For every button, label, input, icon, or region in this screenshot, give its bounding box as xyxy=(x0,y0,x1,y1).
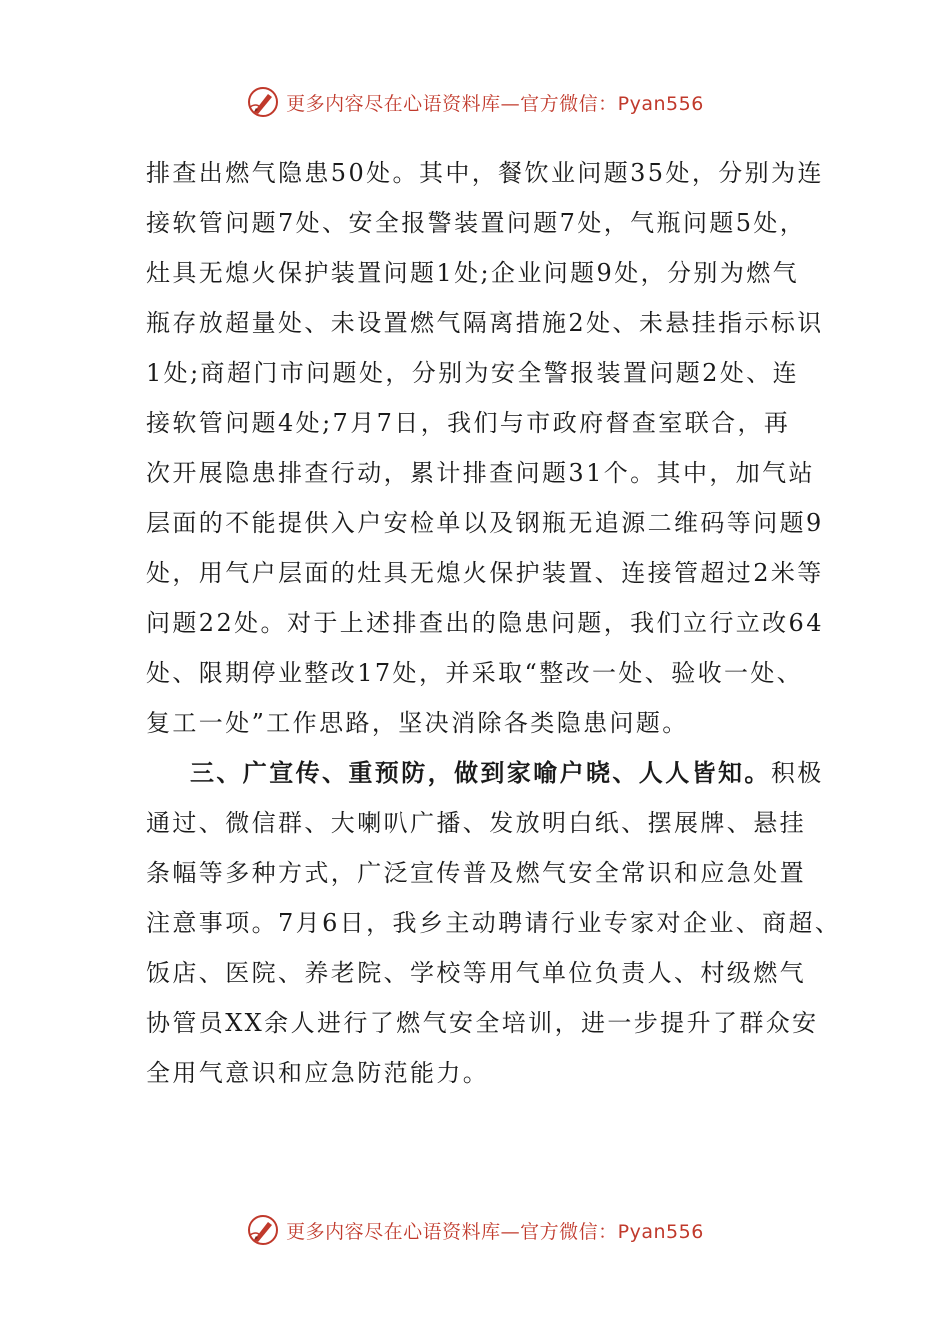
body-line: 次开展隐患排查行动，累计排查问题31个。其中，加气站 xyxy=(146,459,815,487)
body-line: 问题22处。对于上述排查出的隐患问题，我们立行立改64 xyxy=(146,609,824,637)
body-line: 处，用气户层面的灶具无熄火保护装置、连接管超过2米等 xyxy=(146,559,824,587)
body-line: 复工一处”工作思路，坚决消除各类隐患问题。 xyxy=(146,709,689,737)
section-3-heading: 三、广宣传、重预防，做到家喻户晓、人人皆知。 xyxy=(190,758,771,787)
body-line: 接软管问题7处、安全报警装置问题7处，气瓶问题5处， xyxy=(146,209,807,237)
body-line: 瓶存放超量处、未设置燃气隔离措施2处、未悬挂指示标识 xyxy=(146,309,824,337)
body-line: 1处;商超门市问题处，分别为安全警报装置问题2处、连 xyxy=(146,359,800,387)
watermark-text: 更多内容尽在心语资料库—官方微信： xyxy=(286,92,618,115)
body-line: 排查出燃气隐患50处。其中，餐饮业问题35处，分别为连 xyxy=(146,159,824,187)
header-watermark xyxy=(0,82,950,122)
body-line: 接软管问题4处;7月7日，我们与市政府督查室联合，再 xyxy=(146,409,791,437)
body-line: 条幅等多种方式，广泛宣传普及燃气安全常识和应急处置 xyxy=(146,859,806,887)
watermark-text: 更多内容尽在心语资料库—官方微信： xyxy=(286,1220,618,1243)
body-line: 全用气意识和应急防范能力。 xyxy=(146,1059,490,1087)
body-line: 灶具无熄火保护装置问题1处;企业问题9处，分别为燃气 xyxy=(146,259,800,287)
body-line: 饭店、医院、养老院、学校等用气单位负责人、村级燃气 xyxy=(146,959,806,987)
pen-logo-icon xyxy=(246,85,280,119)
body-line: 层面的不能提供入户安检单以及钢瓶无追源二维码等问题9 xyxy=(146,509,824,537)
section-3-first-line xyxy=(146,748,824,798)
watermark-id: Pyan556 xyxy=(617,92,704,115)
section-3-lead-text: 积极 xyxy=(770,759,824,787)
watermark-id: Pyan556 xyxy=(617,1220,704,1243)
document-body xyxy=(146,148,842,1098)
body-line: 处、限期停业整改17处，并采取“整改一处、验收一处、 xyxy=(146,659,804,687)
pen-logo-icon xyxy=(246,1213,280,1247)
body-line: 注意事项。7月6日，我乡主动聘请行业专家对企业、商超、 xyxy=(146,909,842,937)
body-line: 通过、微信群、大喇叭广播、发放明白纸、摆展牌、悬挂 xyxy=(146,809,806,837)
body-line: 协管员XX余人进行了燃气安全培训，进一步提升了群众安 xyxy=(146,1009,819,1037)
footer-watermark xyxy=(0,1210,950,1250)
